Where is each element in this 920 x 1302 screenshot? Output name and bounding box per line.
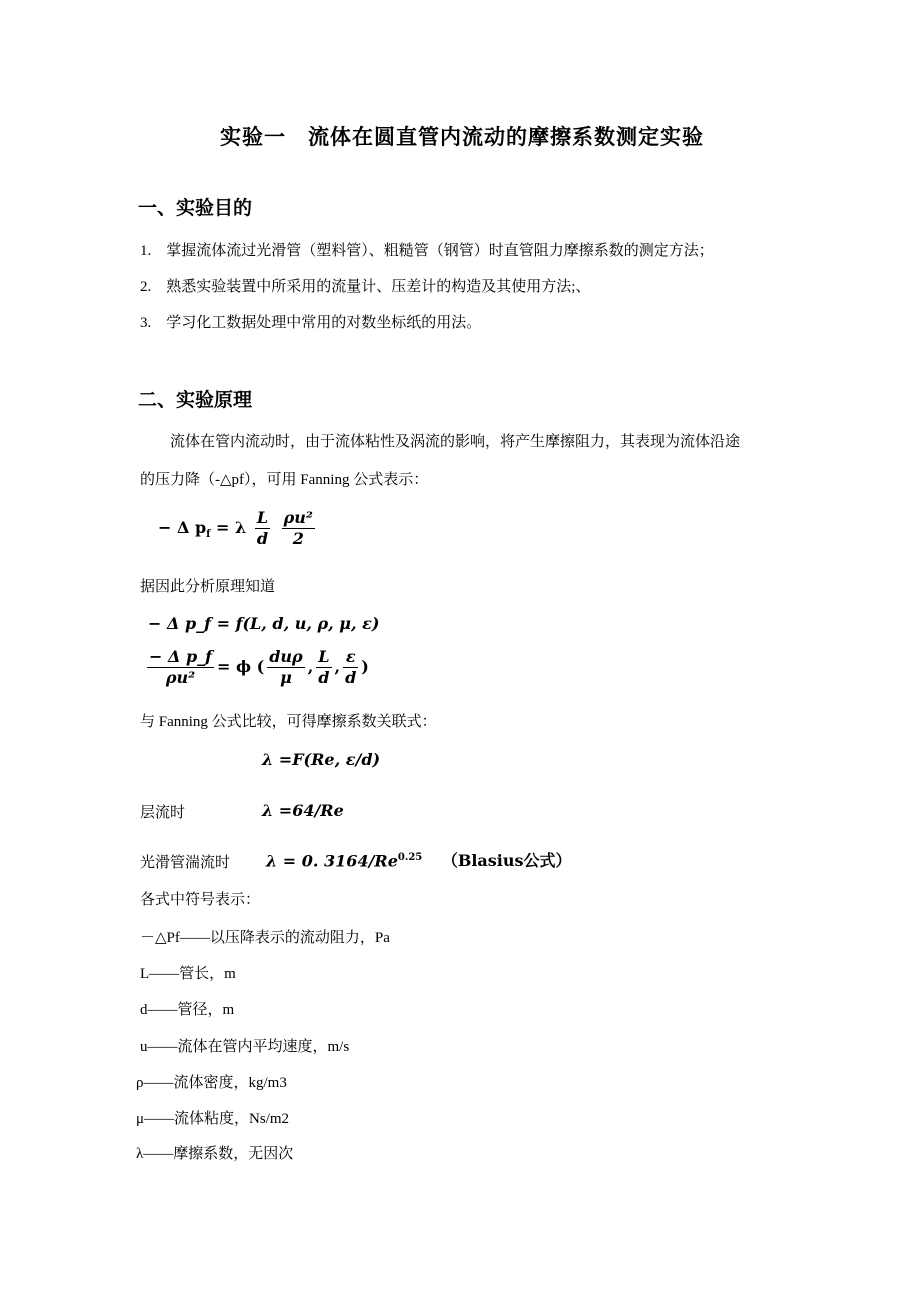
paragraph: 流体在管内流动时，由于流体粘性及涡流的影响，将产生摩擦阻力，其表现为流体沿途 [170, 434, 741, 450]
symbol-definition: u——流体在管内平均速度，m/s [140, 1039, 350, 1055]
symbol-definition: L——管长，m [140, 966, 236, 982]
document-title: 实验一 流体在圆直管内流动的摩擦系数测定实验 [220, 125, 704, 149]
fanning-formula: − Δ $p_f = \lambda$ $\frac{L}{d}$ $\frac{\text{ρu²}}{2}$ [158, 508, 313, 548]
blasius-formula: λ = 0. $3164/Re^{0.25}$ （Blasius公式） [266, 851, 572, 871]
laminar-formula: λ =64/Re [262, 801, 344, 820]
section-heading-principle: 二、实验原理 [138, 389, 253, 411]
purpose-item: 1. 掌握流体流过光滑管（塑料管）、粗糙管（钢管）时直管阻力摩擦系数的测定方法； [140, 243, 714, 259]
symbol-definition: ρ——流体密度，kg/m3 [136, 1075, 287, 1091]
paragraph: 与 Fanning 公式比较，可得摩擦系数关联式： [140, 714, 437, 730]
symbol-definition: d——管径，m [140, 1002, 235, 1018]
section-heading-purpose: 一、实验目的 [138, 197, 253, 219]
turbulent-label: 光滑管湍流时 [140, 855, 231, 871]
function-formula: − Δ p_f = f(L, d, u, ρ, μ, ε) [148, 614, 380, 633]
paragraph: 据因此分析原理知道 [140, 579, 276, 595]
paragraph: 的压力降（-△pf），可用 Fanning 公式表示： [140, 472, 429, 488]
purpose-item: 2. 熟悉实验装置中所采用的流量计、压差计的构造及其使用方法;、 [140, 279, 591, 295]
symbol-definition: －△Pf——以压降表示的流动阻力，Pa [140, 930, 390, 946]
laminar-label: 层流时 [140, 805, 186, 821]
symbol-definition: λ——摩擦系数，无因次 [136, 1146, 294, 1162]
formula-lhs: − Δ p [158, 518, 207, 537]
dimensionless-formula: $\frac{\text{− Δ p\_f}}{\text{ρu²}}$ = ϕ ( $\frac{\text{duρ}}{\mu}$ , $\frac{L}{d}$ , $\frac{\varepsilon}{d}$ ) [149, 647, 369, 687]
symbol-definition: μ——流体粘度，Ns/m2 [136, 1111, 290, 1127]
purpose-item: 3. 学习化工数据处理中常用的对数坐标纸的用法。 [140, 315, 482, 331]
paragraph: 各式中符号表示： [140, 892, 261, 908]
friction-correlation: λ =F(Re, ε/d) [262, 750, 381, 769]
